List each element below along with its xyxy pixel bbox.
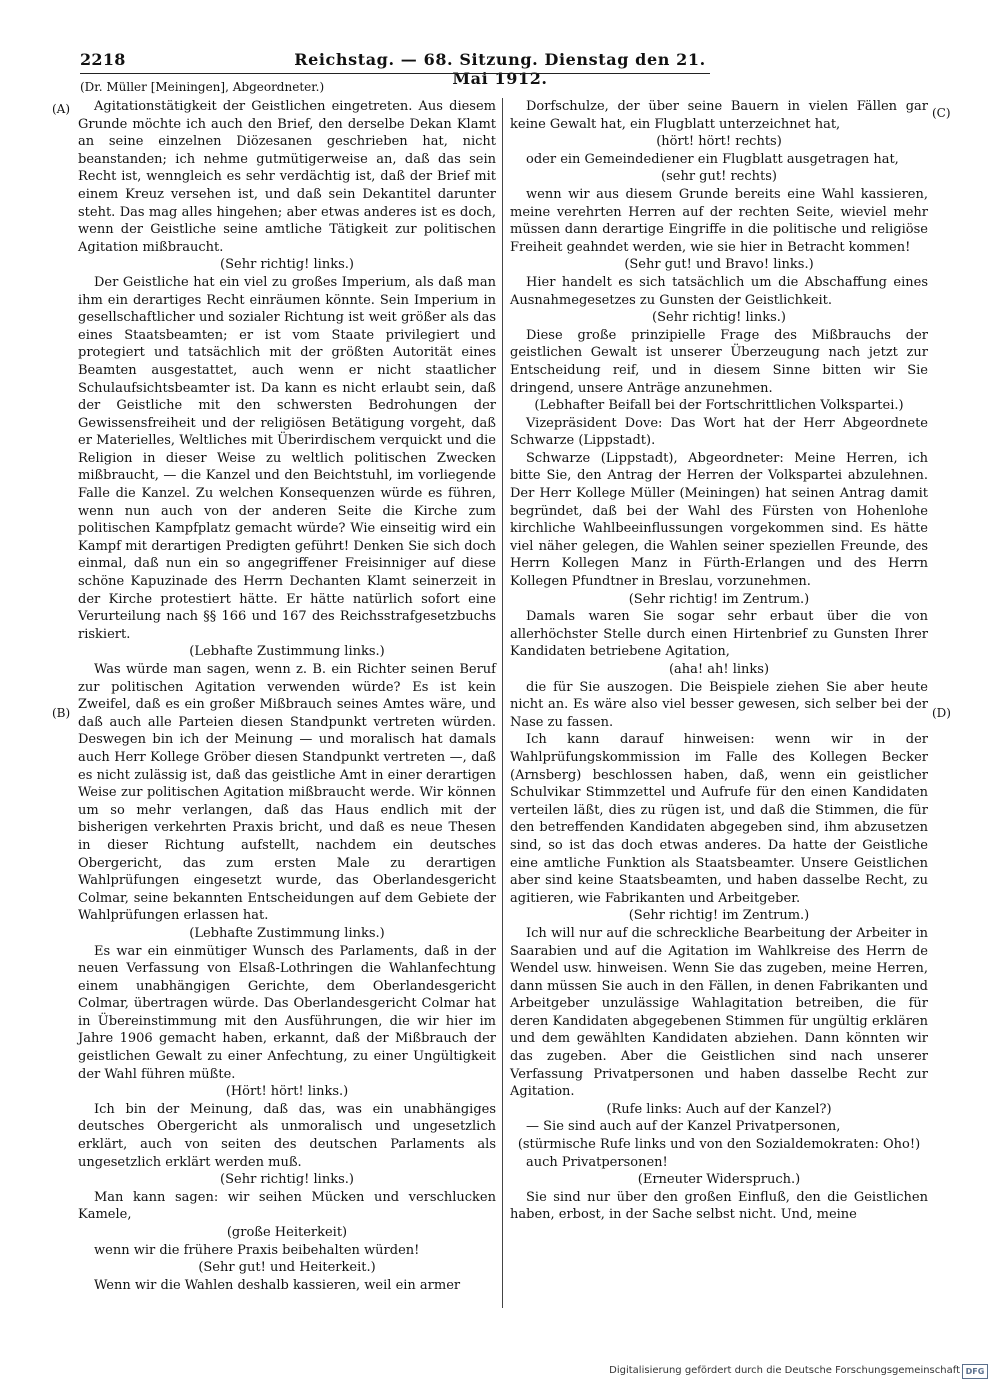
interjection: (stürmische Rufe links und von den Sozialdemokraten: Oho!) (517, 1137, 921, 1153)
digitization-credit: Digitalisierung gefördert durch die Deutsche Forschungsgemeinschaft (609, 1365, 960, 1376)
paragraph: wenn wir aus diesem Grunde bereits eine Wahl kassieren, meine verehrten Herren auf der rechten Seite, wieviel mehr müssen dann derartige Eingriffe in die politische und religiöse Freiheit geahndet werden, wie sie hier in Betracht kommen! (510, 186, 928, 255)
paragraph: Ich will nur auf die schreckliche Bearbeitung der Arbeiter in Saarabien und auf die Agitation im Wahlkreise des Herrn de Wendel usw. hinweisen. Wenn Sie das zugeben, meine Herren, dann müssen Sie auch in den Fällen, in denen Fabrikanten und Arbeitgeber unzulässige Wahlagitation betreiben, die für deren Kandidaten abgegebenen Stimmen für ungültig erklären und dem gewählten Kandidaten abziehen. Dann könnten wir das zugeben. Aber die Geistlichen sind nach unserer Verfassung Privatpersonen und haben dasselbe Recht zur Agitation. (510, 925, 928, 1100)
paragraph: Man kann sagen: wir seihen Mücken und verschlucken Kamele, (78, 1189, 496, 1223)
paragraph: wenn wir die frühere Praxis beibehalten würden! (94, 1242, 420, 1258)
paragraph: Sie sind nur über den großen Einfluß, den die Geistlichen haben, erbost, in der Sache selbst nicht. Und, meine (510, 1189, 928, 1223)
interjection: (Lebhafter Beifall bei der Fortschrittlichen Volkspartei.) (534, 398, 904, 414)
dfg-logo: DFG (962, 1364, 988, 1379)
interjection: (sehr gut! rechts) (661, 169, 777, 185)
paragraph: Diese große prinzipielle Frage des Mißbrauchs der geistlichen Gewalt ist unserer Überzeugung nach jetzt zur Entscheidung reif, und in diesem Sinne bitten wir Sie dringend, unsere Anträge anzunehmen. (510, 327, 928, 396)
paragraph: Es war ein einmütiger Wunsch des Parlaments, daß in der neuen Verfassung von Elsaß-Lothringen die Wahlanfechtung einem unabhängigen Gerichte, dem Oberlandesgericht Colmar, übertragen würde. Das Oberlandesgericht Colmar hat in Übereinstimmung mit den Ausführungen, die wir hier im Jahre 1906 gemacht haben, erkannt, daß der Mißbrauch der geistlichen Gewalt zu einer Anfechtung, zu einer Ungültigkeit der Wahl führen müßte. (78, 943, 496, 1082)
speaker-continuation: (Dr. Müller [Meiningen], Abgeordneter.) (80, 80, 325, 94)
page-footer (0, 1360, 1000, 1382)
interjection: (Lebhafte Zustimmung links.) (189, 644, 385, 660)
column-divider (502, 98, 503, 1308)
paragraph: die für Sie auszogen. Die Beispiele ziehen Sie aber heute nicht an. Es wäre also viel besser gewesen, sich selber bei der Nase zu fassen. (510, 679, 928, 730)
paragraph: Wenn wir die Wahlen deshalb kassieren, weil ein armer (94, 1277, 461, 1293)
interjection: (Sehr richtig! im Zentrum.) (628, 908, 810, 924)
interjection: (aha! ah! links) (668, 662, 770, 677)
paragraph: Ich kann darauf hinweisen: wenn wir in der Wahlprüfungskommission im Falle des Kollegen Becker (Arnsberg) beschlossen haben, daß, wenn ein geistlicher Schulvikar Stimmzettel und Aufrufe für den einen Kandidaten verteilen läßt, dies zu rügen ist, und daß die Stimmen, die für den betreffenden Kandidaten abgegeben sind, ihm abzusetzen sind, so ist das doch etwas anderes. Da hatte der Geistliche eine amtliche Funktion als Staatsbeamter. Unsere Geistlichen aber sind keine Staatsbeamten, und haben dasselbe Recht, zu agitieren, wie Fabrikanten und Arbeitgeber. (510, 732, 928, 906)
paragraph: Was würde man sagen, wenn z. B. ein Richter seinen Beruf zur politischen Agitation verwenden würde? Es ist kein Zweifel, daß es ein großer Mißbrauch seines Amtes wäre, und daß auch alle Parteien diesen Standpunkt vertreten würden. Deswegen bin ich der Meinung — und moralisch hat damals auch Herr Kollege Gröber diesen Standpunkt vertreten —, daß es nicht zulässig ist, daß das geistliche Amt in einer derartigen Weise zur politischen Agitation mißbraucht werde. Wir können um so mehr verlangen, daß das Haus endlich mit der bisherigen verkehrten Praxis bricht, und daß es neue Thesen in dieser Richtung aufstellt, nachdem ein deutsches Obergericht, das zum ersten Male zu derartigen Wahlprüfungen eingesetzt wurde, das Oberlandesgericht Colmar, seine bekannten Entscheidungen auf dem Gebiete der Wahlprüfungen erlassen hat. (78, 662, 496, 924)
header-rule (80, 73, 710, 74)
interjection: (Sehr gut! und Heiterkeit.) (198, 1260, 376, 1276)
interjection: (Hört! hört! links.) (225, 1084, 349, 1100)
interjection: (Rufe links: Auch auf der Kanzel?) (606, 1101, 832, 1117)
paragraph: Agitationstätigkeit der Geistlichen eingetreten. Aus diesem Grunde möchte ich auch den Brief, den derselbe Dekan Klamt an seine einzelnen Diözesanen geschrieben hat, nicht beanstanden; ich nehme gutmütigerweise an, daß das sein Recht ist, wenngleich es sehr verdächtig ist, daß der Brief mit einem Kreuz versehen ist, und daß sein Dekantitel darunter steht. Das mag alles hingehen; aber etwas anderes ist es doch, wenn der Geistliche seine amtliche Tätigkeit zur politischen Agitation mißbraucht. (78, 99, 496, 255)
left-column (78, 98, 496, 1294)
paragraph: Hier handelt es sich tatsächlich um die Abschaffung eines Ausnahmegesetzes zu Gunsten der Geistlichkeit. (510, 274, 928, 308)
interjection: (Sehr richtig! links.) (652, 310, 786, 326)
page-number: 2218 (80, 50, 126, 69)
running-head: Reichstag. — 68. Sitzung. Dienstag den 21. Mai 1912. (294, 50, 706, 88)
paragraph: Schwarze (Lippstadt), Abgeordneter: Meine Herren, ich bitte Sie, den Antrag der Herren der Volkspartei abzulehnen. Der Herr Kollege Müller (Meiningen) hat seinen Antrag damit begründet, daß bei der Wahl des Fürsten von Hohenlohe kirchliche Wahlbeeinflussungen vorgekommen sind. Es hätte viel näher gelegen, die Wahlen seiner speziellen Freunde, des Herrn Kollegen Manz in Fürth-Erlangen und des Herrn Kollegen Pfundtner in Breslau, vorzunehmen. (510, 450, 928, 590)
paragraph: Damals waren Sie sogar sehr erbaut über die von allerhöchster Stelle durch einen Hirtenbrief zu Gunsten Ihrer Kandidaten betriebene Agitation, (510, 609, 928, 660)
margin-marker-a: (A) (52, 102, 71, 116)
paragraph: Dorfschulze, der über seine Bauern in vielen Fällen gar keine Gewalt hat, ein Flugblatt unterzeichnet hat, (510, 99, 928, 132)
paragraph: Vizepräsident Dove: Das Wort hat der Herr Abgeordnete Schwarze (Lippstadt). (510, 415, 928, 449)
right-column (510, 98, 928, 1224)
interjection: (große Heiterkeit) (226, 1225, 348, 1240)
paragraph: Ich bin der Meinung, daß das, was ein unabhängiges deutsches Obergericht als unmoralisch und ungesetzlich erklärt, auch von seiten des deutschen Parlaments als ungesetzlich erklärt werden muß. (78, 1101, 496, 1170)
interjection: (Sehr richtig! links.) (220, 257, 354, 273)
interjection: (Sehr richtig! links.) (220, 1172, 354, 1188)
paragraph: — Sie sind auch auf der Kanzel Privatpersonen, (526, 1119, 841, 1135)
interjection: (Lebhafte Zustimmung links.) (189, 925, 385, 941)
page-header (0, 0, 1000, 94)
paragraph: auch Privatpersonen! (526, 1154, 668, 1170)
paragraph: oder ein Gemeindediener ein Flugblatt ausgetragen hat, (526, 151, 899, 167)
margin-marker-c: (C) (932, 106, 951, 120)
interjection: (hört! hört! rechts) (656, 134, 782, 150)
paragraph: Der Geistliche hat ein viel zu großes Imperium, als daß man ihm ein derartiges Recht einräumen könnte. Sein Imperium in gesellschaftlicher und sozialer Richtung ist weit größer als das eines Staatsbeamten; er ist vom Staate privilegiert und protegiert und tatsächlich mit der größten Autorität eines Beamten ausgestattet, auch wenn er nicht staatlicher Schulaufsichtsbeamter ist. Da kann es nicht erlaubt sein, daß der Geistliche mit den schwersten Bedrohungen der Gewissensfreiheit und der religiösen Betätigung vorgeht, daß er Materielles, Weltliches mit Überirdischem verquickt und die Religion in dieser Weise zu weltlich politischen Zwecken mißbraucht, — die Kanzel und den Beichtstuhl, im vorliegende Falle die Kanzel. Zu welchen Konsequenzen würde es führen, wenn nun auch von der anderen Seite die Kirche zum politischen Kampfplatz gemacht würde? Wie einseitig wird ein Kampf mit derartigen Predigten geführt! Denken Sie sich doch einmal, daß nun ein so angegriffener Freisinniger auf diese schöne Kapuzinade des Herrn Dechanten Klamt seinerzeit in der Kirche protestiert hätte. Er hätte natürlich sofort eine Verurteilung nach §§ 166 und 167 des Reichsstrafgesetzbuchs riskiert. (78, 274, 496, 642)
interjection: (Erneuter Widerspruch.) (637, 1172, 801, 1188)
interjection: (Sehr gut! und Bravo! links.) (624, 257, 814, 273)
margin-marker-b: (B) (52, 706, 71, 720)
margin-marker-d: (D) (932, 706, 951, 720)
interjection: (Sehr richtig! im Zentrum.) (628, 591, 810, 607)
